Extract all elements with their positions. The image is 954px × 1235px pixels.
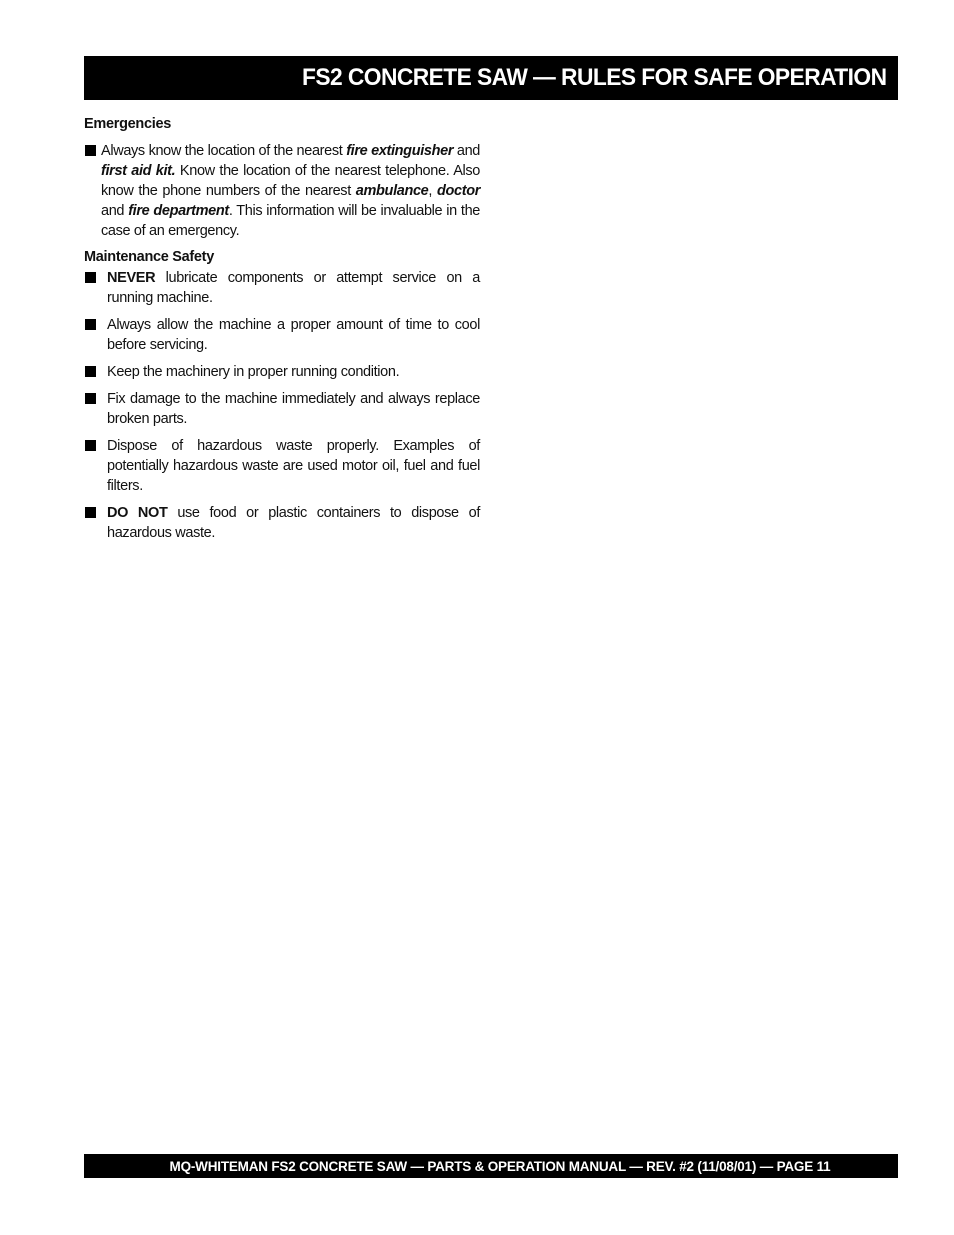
item-text: use food or plastic containers to dispose of hazardous waste. — [107, 505, 480, 541]
maintenance-safety-heading: Maintenance Safety — [84, 249, 214, 265]
emergencies-text-2: Know the location of the nearest telephone. Also know the phone numbers of the nearest — [101, 163, 480, 199]
item-text: Keep the machinery in proper running condition. — [107, 364, 400, 380]
page-footer — [84, 1154, 898, 1178]
ambulance-term: ambulance — [355, 183, 429, 199]
emergencies-comma: , — [428, 183, 437, 199]
main-content — [84, 114, 480, 550]
square-bullet-icon — [85, 393, 96, 404]
first-aid-kit-term: first aid kit. — [101, 163, 176, 179]
page-header — [84, 56, 898, 100]
square-bullet-icon — [85, 145, 96, 156]
item-text: Dispose of hazardous waste properly. Examples of potentially hazardous waste are used motor oil, fuel and fuel filters. — [107, 438, 480, 494]
list-item — [84, 436, 480, 496]
square-bullet-icon — [85, 319, 96, 330]
emergencies-and-1: and — [453, 143, 480, 159]
fire-extinguisher-term: fire extinguisher — [346, 143, 454, 159]
emergencies-text-3: . This information will be invaluable in the case of an emergency. — [101, 203, 480, 239]
maintenance-safety-list — [84, 268, 480, 543]
item-lead: DO NOT — [107, 505, 168, 521]
fire-department-term: fire department — [128, 203, 229, 219]
list-item — [84, 315, 480, 355]
list-item — [84, 389, 480, 429]
emergencies-and-2: and — [101, 203, 129, 219]
emergencies-text-1: Always know the location of the nearest — [101, 143, 347, 159]
square-bullet-icon — [85, 272, 96, 283]
square-bullet-icon — [85, 507, 96, 518]
square-bullet-icon — [85, 440, 96, 451]
item-text: lubricate components or attempt service on a running machine. — [107, 270, 480, 306]
page-title: FS2 CONCRETE SAW — RULES FOR SAFE OPERATION — [301, 64, 886, 91]
item-text: Always allow the machine a proper amount of time to cool before servicing. — [107, 317, 480, 353]
item-lead: NEVER — [107, 270, 156, 286]
doctor-term: doctor — [436, 183, 480, 199]
list-item — [84, 362, 480, 382]
footer-text: MQ-WHITEMAN FS2 CONCRETE SAW — PARTS & OPERATION MANUAL — REV. #2 (11/08/01) — PAGE 11 — [169, 1158, 831, 1174]
emergencies-heading: Emergencies — [84, 116, 171, 132]
emergencies-paragraph — [84, 141, 480, 241]
list-item — [84, 268, 480, 308]
list-item — [84, 503, 480, 543]
item-text: Fix damage to the machine immediately and always replace broken parts. — [107, 391, 480, 427]
square-bullet-icon — [85, 366, 96, 377]
